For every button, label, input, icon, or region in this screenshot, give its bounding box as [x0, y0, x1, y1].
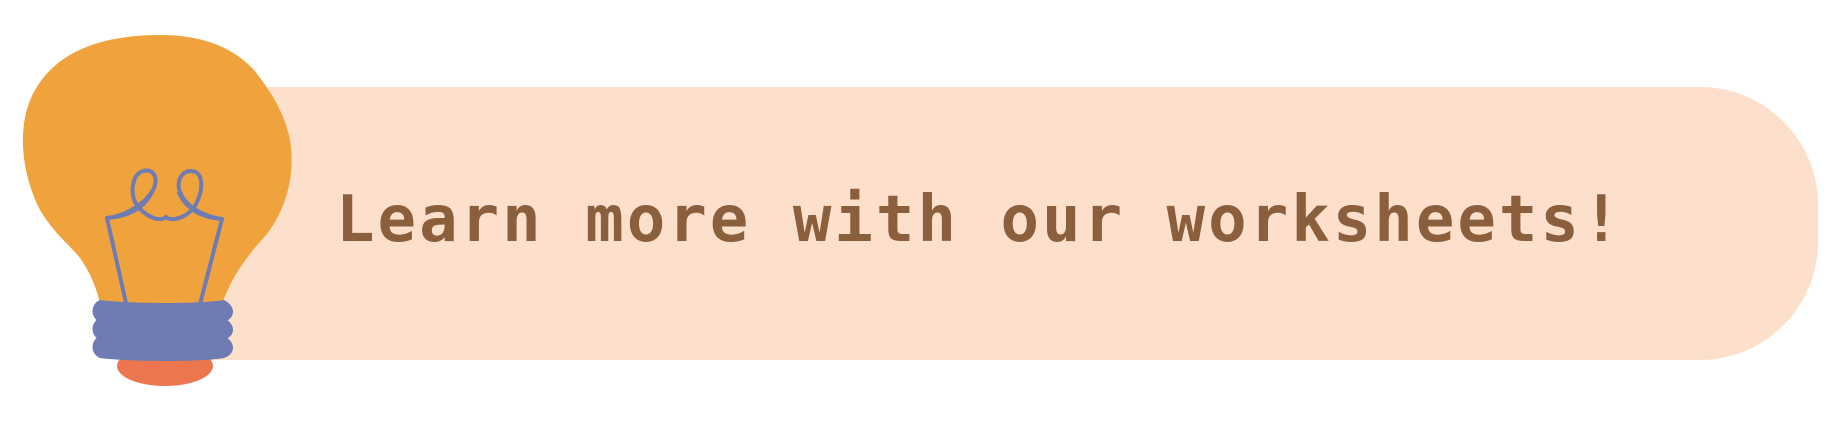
- banner-headline: Learn more with our worksheets!: [336, 183, 1624, 257]
- lightbulb-icon: [0, 0, 320, 441]
